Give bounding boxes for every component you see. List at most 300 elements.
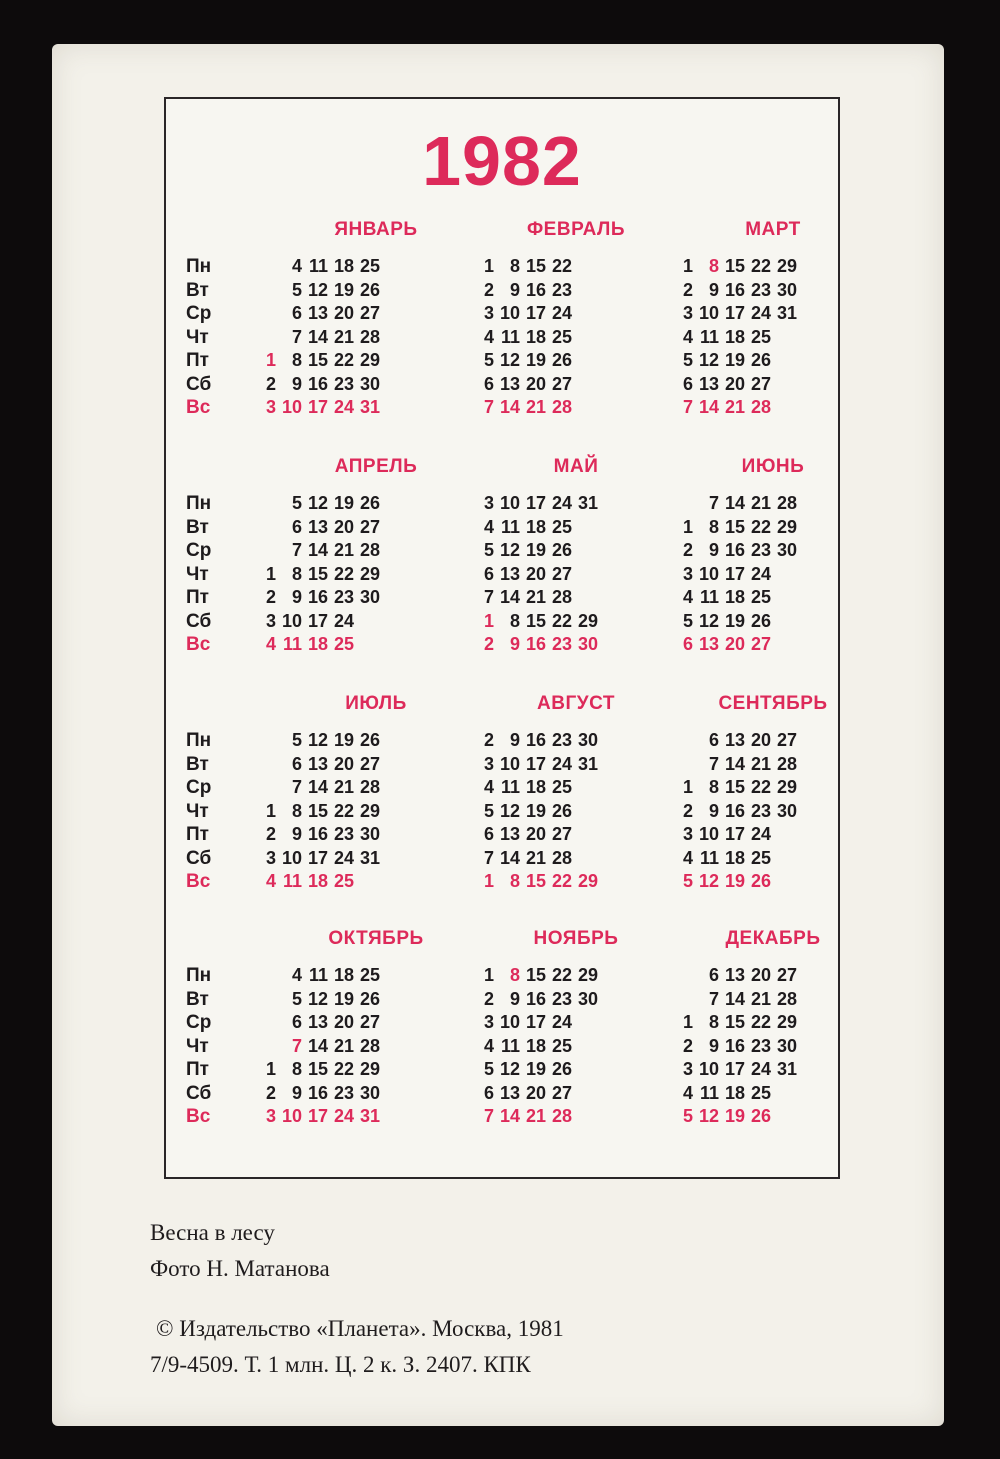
day-cell: 6 (708, 730, 719, 750)
day-cell: 1 (265, 800, 276, 821)
day-cell: 12 (499, 540, 520, 560)
day-cell: 22 (551, 610, 572, 631)
day-cell: 5 (682, 610, 693, 631)
day-cell: 29 (776, 1012, 797, 1032)
day-cell: 14 (307, 1035, 328, 1056)
week-row (476, 1035, 598, 1059)
day-cell: 7 (483, 397, 494, 417)
day-cell: 25 (551, 1035, 572, 1056)
weekday-labels (186, 492, 238, 657)
day-cell: 3 (483, 1012, 494, 1032)
day-cell: 2 (483, 279, 494, 300)
day-cell: 7 (483, 847, 494, 868)
day-grid (258, 255, 380, 420)
weekday-labels (186, 729, 238, 894)
day-cell: 11 (500, 777, 520, 797)
day-cell: 12 (307, 988, 328, 1009)
day-cell: 31 (359, 1106, 380, 1126)
day-cell: 30 (359, 373, 380, 394)
week-row (476, 586, 598, 610)
day-cell: 16 (724, 1035, 745, 1056)
day-cell: 2 (682, 279, 693, 300)
week-row (675, 610, 797, 634)
day-cell: 19 (724, 610, 745, 631)
day-cell: 15 (307, 563, 328, 584)
day-cell: 25 (359, 965, 380, 985)
day-cell: 4 (483, 326, 494, 347)
day-cell: 11 (699, 847, 719, 868)
day-cell: 21 (525, 397, 546, 417)
day-cell: 20 (333, 753, 354, 774)
day-cell: 18 (724, 1082, 745, 1103)
day-cell: 15 (724, 777, 745, 797)
day-cell: 10 (281, 397, 302, 417)
day-cell: 10 (499, 493, 520, 513)
day-cell: 22 (750, 1012, 771, 1032)
day-cell: 5 (291, 279, 302, 300)
day-cell: 15 (525, 256, 546, 276)
week-row (476, 516, 598, 540)
day-cell: 22 (551, 256, 572, 276)
day-cell: 12 (307, 730, 328, 750)
day-cell: 24 (750, 303, 771, 323)
day-cell: 1 (483, 965, 494, 985)
weekday-label: Ср (186, 540, 212, 561)
month-name: ДЕКАБРЬ (725, 928, 821, 949)
day-cell: 10 (698, 824, 719, 844)
day-cell: 10 (698, 1059, 719, 1079)
week-row (476, 563, 598, 587)
day-cell: 29 (359, 350, 380, 370)
week-row (258, 255, 380, 279)
day-cell: 6 (291, 1012, 302, 1032)
day-cell: 13 (307, 516, 328, 537)
day-cell: 26 (551, 1059, 572, 1079)
day-cell: 18 (724, 847, 745, 868)
weekday-label: Вс (186, 1106, 211, 1127)
day-cell: 9 (291, 373, 302, 394)
month-name: АПРЕЛЬ (334, 456, 418, 477)
day-cell: 29 (577, 871, 598, 891)
day-cell: 17 (307, 1106, 328, 1126)
day-cell: 22 (551, 965, 572, 985)
week-row (476, 396, 572, 420)
day-cell: 1 (682, 777, 693, 797)
day-cell: 4 (682, 1082, 693, 1103)
day-cell: 7 (483, 1106, 494, 1126)
week-row (476, 373, 572, 397)
week-row (675, 326, 797, 350)
day-cell: 16 (307, 824, 328, 844)
day-cell: 29 (359, 1059, 380, 1079)
day-cell: 22 (333, 563, 354, 584)
day-cell: 19 (525, 800, 546, 821)
weekday-label: Ср (186, 303, 212, 324)
day-cell: 27 (551, 373, 572, 394)
week-row (476, 1105, 598, 1129)
day-cell: 15 (307, 800, 328, 821)
week-row (476, 1058, 598, 1082)
day-cell: 24 (333, 397, 354, 417)
day-cell: 24 (333, 847, 354, 868)
day-cell: 10 (698, 563, 719, 584)
day-cell: 24 (551, 493, 572, 513)
week-row (258, 396, 380, 420)
day-cell: 19 (724, 871, 745, 891)
day-cell: 30 (577, 988, 598, 1009)
day-cell: 3 (265, 610, 276, 631)
day-cell: 23 (333, 824, 354, 844)
day-cell: 10 (281, 610, 302, 631)
day-cell: 9 (509, 730, 520, 750)
week-row (476, 847, 598, 871)
day-cell: 4 (291, 965, 302, 985)
day-cell: 12 (499, 800, 520, 821)
day-cell: 30 (359, 587, 380, 607)
day-cell: 27 (551, 563, 572, 584)
day-cell: 16 (724, 800, 745, 821)
weekday-label: Вт (186, 279, 209, 301)
day-cell: 21 (333, 777, 354, 797)
day-cell: 4 (682, 847, 693, 868)
day-cell: 30 (359, 824, 380, 844)
day-cell: 31 (359, 397, 380, 417)
day-cell: 18 (333, 965, 354, 985)
month-name: МАРТ (745, 219, 801, 240)
week-row (476, 492, 598, 516)
week-row (675, 988, 797, 1012)
week-row (258, 492, 380, 516)
day-cell: 13 (499, 1082, 520, 1103)
day-cell: 18 (525, 777, 546, 797)
day-cell: 12 (698, 871, 719, 891)
week-row (675, 516, 797, 540)
day-cell: 21 (525, 847, 546, 868)
week-row (675, 349, 797, 373)
calendar-year: 1982 (422, 122, 582, 200)
day-cell: 26 (750, 1106, 771, 1126)
day-cell: 16 (724, 279, 745, 300)
week-row (675, 1105, 797, 1129)
day-cell: 29 (359, 563, 380, 584)
week-row (258, 279, 380, 303)
week-row (476, 823, 598, 847)
day-cell: 21 (333, 326, 354, 347)
day-cell: 7 (291, 326, 302, 347)
day-cell: 13 (307, 303, 328, 323)
day-cell: 14 (307, 540, 328, 560)
day-cell: 23 (333, 587, 354, 607)
day-cell: 3 (265, 397, 276, 417)
day-cell: 5 (483, 1059, 494, 1079)
day-cell: 22 (750, 516, 771, 537)
day-cell: 16 (307, 587, 328, 607)
month-name: ИЮЛЬ (345, 693, 407, 714)
day-cell: 20 (525, 1082, 546, 1103)
week-row (476, 964, 598, 988)
day-cell: 3 (483, 753, 494, 774)
week-row (675, 1035, 797, 1059)
day-cell: 5 (483, 540, 494, 560)
day-cell: 23 (333, 1082, 354, 1103)
day-cell: 27 (551, 1082, 572, 1103)
day-cell: 19 (724, 350, 745, 370)
day-cell: 17 (307, 610, 328, 631)
week-row (675, 800, 797, 824)
week-row (675, 563, 797, 587)
day-cell: 10 (281, 1106, 302, 1126)
day-cell: 9 (708, 1035, 719, 1056)
day-cell: 8 (509, 256, 520, 276)
day-cell: 31 (776, 303, 797, 323)
day-cell: 2 (265, 587, 276, 607)
day-cell: 18 (525, 326, 546, 347)
day-cell: 2 (265, 1082, 276, 1103)
week-row (675, 539, 797, 563)
day-cell: 19 (333, 730, 354, 750)
weekday-label: Вс (186, 397, 211, 418)
day-cell: 2 (265, 824, 276, 844)
day-cell: 28 (551, 847, 572, 868)
day-cell: 4 (265, 634, 276, 654)
week-row (476, 870, 598, 894)
day-cell: 17 (525, 303, 546, 323)
day-cell: 20 (525, 824, 546, 844)
day-cell: 9 (509, 279, 520, 300)
day-cell: 10 (698, 303, 719, 323)
month-name: СЕНТЯБРЬ (718, 693, 828, 714)
day-cell: 11 (500, 1035, 520, 1056)
weekday-label: Вт (186, 516, 209, 538)
day-cell: 6 (483, 1082, 494, 1103)
week-row (476, 729, 598, 753)
day-cell: 18 (724, 587, 745, 607)
day-cell: 12 (698, 610, 719, 631)
day-cell: 28 (551, 1106, 572, 1126)
week-row (675, 776, 797, 800)
day-cell: 10 (499, 753, 520, 774)
day-cell: 9 (291, 587, 302, 607)
day-cell: 12 (698, 1106, 719, 1126)
day-cell: 19 (525, 350, 546, 370)
day-cell: 10 (499, 1012, 520, 1032)
day-cell: 28 (776, 493, 797, 513)
day-cell: 24 (750, 1059, 771, 1079)
day-cell: 22 (551, 871, 572, 891)
weekday-label: Сб (186, 847, 212, 869)
week-row (675, 823, 797, 847)
day-cell: 20 (525, 563, 546, 584)
day-cell: 15 (525, 965, 546, 985)
month-name: ЯНВАРЬ (334, 219, 418, 240)
day-cell: 14 (724, 493, 745, 513)
day-cell: 5 (682, 1106, 693, 1126)
day-cell: 11 (500, 326, 520, 347)
weekday-label: Пт (186, 350, 209, 371)
week-row (258, 870, 380, 894)
day-cell: 26 (750, 871, 771, 891)
day-cell: 28 (551, 397, 572, 417)
day-cell: 29 (359, 800, 380, 821)
day-cell: 9 (509, 988, 520, 1009)
day-cell: 21 (525, 587, 546, 607)
day-cell: 16 (525, 279, 546, 300)
day-cell: 21 (333, 540, 354, 560)
day-cell: 26 (551, 800, 572, 821)
day-cell: 11 (699, 587, 719, 607)
week-row (675, 279, 797, 303)
day-cell: 16 (307, 1082, 328, 1103)
day-cell: 29 (776, 777, 797, 797)
day-cell: 29 (776, 256, 797, 276)
day-cell: 22 (750, 256, 771, 276)
day-cell: 21 (750, 753, 771, 774)
day-cell: 6 (291, 303, 302, 323)
day-cell: 30 (776, 540, 797, 560)
day-cell: 24 (551, 303, 572, 323)
day-cell: 3 (483, 303, 494, 323)
day-cell: 17 (724, 303, 745, 323)
week-row (258, 563, 380, 587)
day-cell: 7 (708, 988, 719, 1009)
day-cell: 6 (291, 516, 302, 537)
week-row (258, 633, 380, 657)
weekday-label: Чт (186, 800, 209, 822)
day-cell: 23 (551, 279, 572, 300)
day-grid (258, 492, 380, 657)
day-cell: 26 (750, 610, 771, 631)
week-row (476, 279, 572, 303)
day-cell: 15 (525, 871, 546, 891)
day-cell: 13 (724, 965, 745, 985)
day-cell: 27 (359, 753, 380, 774)
day-cell: 14 (499, 587, 520, 607)
day-cell: 15 (525, 610, 546, 631)
day-cell: 25 (750, 587, 771, 607)
day-cell: 24 (551, 753, 572, 774)
weekday-label: Пн (186, 256, 212, 277)
day-cell: 30 (577, 634, 598, 654)
day-cell: 7 (291, 777, 302, 797)
day-cell: 3 (682, 824, 693, 844)
day-cell: 13 (698, 634, 719, 654)
day-cell: 12 (307, 493, 328, 513)
day-cell: 12 (499, 350, 520, 370)
day-cell: 29 (577, 965, 598, 985)
day-cell: 24 (750, 824, 771, 844)
month-name: ИЮНЬ (741, 456, 805, 477)
day-cell: 6 (682, 373, 693, 394)
day-cell: 27 (359, 1012, 380, 1032)
day-cell: 21 (750, 988, 771, 1009)
day-cell: 8 (708, 516, 719, 537)
day-cell: 21 (724, 397, 745, 417)
day-cell: 30 (577, 730, 598, 750)
weekday-label: Чт (186, 563, 209, 585)
day-cell: 1 (265, 350, 276, 370)
day-cell: 5 (483, 350, 494, 370)
day-cell: 28 (359, 326, 380, 347)
day-cell: 9 (708, 540, 719, 560)
day-cell: 1 (682, 1012, 693, 1032)
day-cell: 31 (359, 847, 380, 868)
day-cell: 6 (483, 563, 494, 584)
week-row (675, 729, 797, 753)
day-cell: 11 (308, 965, 328, 985)
day-cell: 19 (525, 540, 546, 560)
day-cell: 19 (333, 493, 354, 513)
day-cell: 1 (483, 871, 494, 891)
week-row (258, 1105, 380, 1129)
day-cell: 28 (551, 587, 572, 607)
weekday-labels (186, 964, 238, 1129)
day-cell: 30 (776, 279, 797, 300)
day-cell: 4 (483, 1035, 494, 1056)
day-cell: 30 (776, 1035, 797, 1056)
day-cell: 28 (359, 777, 380, 797)
week-row (476, 539, 598, 563)
day-cell: 26 (359, 730, 380, 750)
day-cell: 9 (291, 824, 302, 844)
day-grid (476, 729, 598, 894)
day-cell: 22 (333, 1059, 354, 1079)
week-row (258, 753, 380, 777)
day-cell: 11 (500, 516, 520, 537)
day-cell: 27 (776, 965, 797, 985)
day-cell: 1 (682, 256, 693, 276)
day-cell: 7 (291, 1035, 302, 1056)
week-row (258, 610, 380, 634)
day-cell: 14 (698, 397, 719, 417)
day-cell: 17 (525, 753, 546, 774)
day-cell: 14 (499, 1106, 520, 1126)
day-cell: 21 (750, 493, 771, 513)
day-cell: 15 (307, 350, 328, 370)
month-name: АВГУСТ (537, 693, 615, 714)
day-cell: 6 (291, 753, 302, 774)
day-cell: 18 (333, 256, 354, 276)
day-cell: 5 (682, 350, 693, 370)
day-grid (476, 964, 598, 1129)
day-cell: 23 (551, 988, 572, 1009)
day-cell: 6 (682, 634, 693, 654)
day-cell: 17 (525, 1012, 546, 1032)
day-cell: 26 (359, 279, 380, 300)
day-cell: 13 (307, 1012, 328, 1032)
day-cell: 4 (483, 516, 494, 537)
week-row (258, 373, 380, 397)
day-cell: 5 (682, 871, 693, 891)
day-cell: 17 (724, 1059, 745, 1079)
day-cell: 8 (708, 256, 719, 276)
day-cell: 19 (333, 988, 354, 1009)
day-cell: 8 (708, 1012, 719, 1032)
day-cell: 1 (483, 256, 494, 276)
day-cell: 16 (307, 373, 328, 394)
day-cell: 3 (682, 563, 693, 584)
day-cell: 26 (359, 988, 380, 1009)
weekday-label: Пт (186, 1059, 209, 1080)
day-cell: 19 (724, 1106, 745, 1126)
day-cell: 24 (333, 610, 354, 631)
day-cell: 20 (333, 1012, 354, 1032)
day-cell: 2 (682, 1035, 693, 1056)
day-cell: 30 (359, 1082, 380, 1103)
week-row (258, 847, 380, 871)
week-row (675, 1082, 797, 1106)
day-cell: 7 (682, 397, 693, 417)
day-cell: 9 (708, 279, 719, 300)
